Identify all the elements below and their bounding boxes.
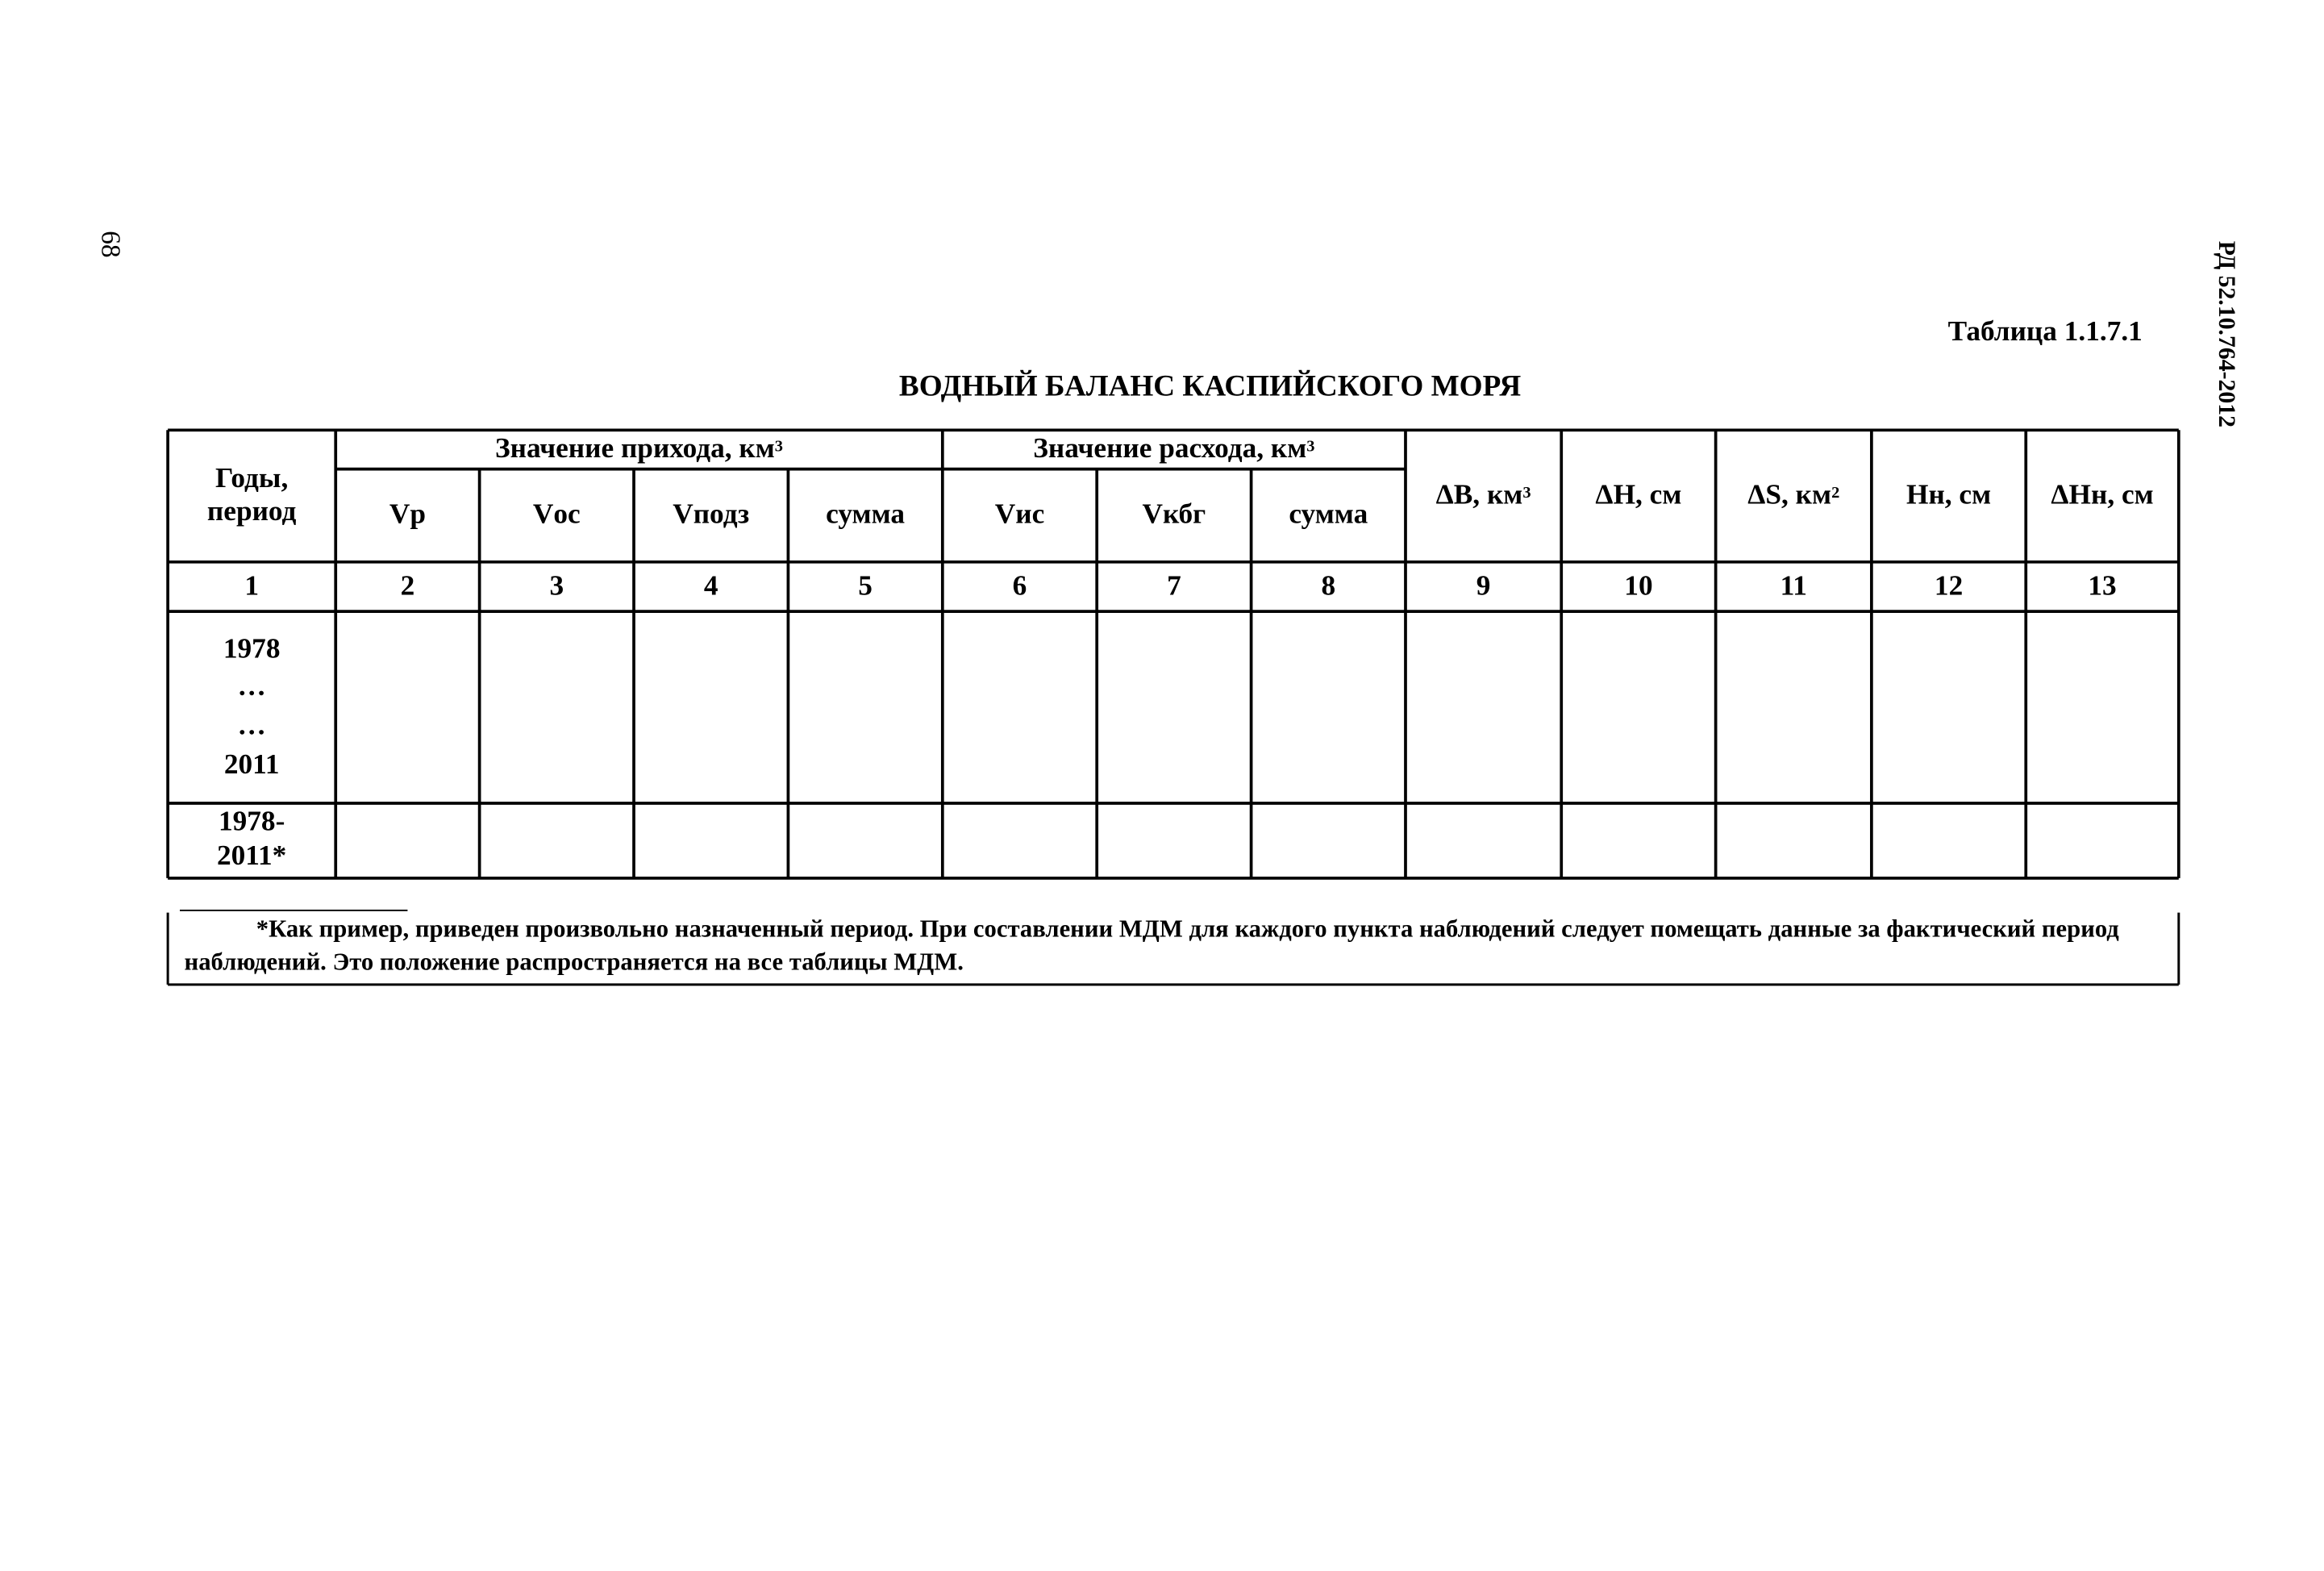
header-delta-s <box>1716 430 1872 562</box>
header-inflow-group <box>335 430 943 469</box>
period-line: … <box>237 710 266 742</box>
header-col-vpodz: Vподз <box>673 498 750 531</box>
period-line: … <box>237 672 266 704</box>
column-number: 3 <box>549 570 564 602</box>
period-line: 1978 <box>223 633 281 665</box>
header-delta-s-label: ΔS, км <box>1747 479 1832 511</box>
header-col-vkbg: Vкбг <box>1142 498 1206 531</box>
column-number: 8 <box>1321 570 1336 602</box>
page-number: 68 <box>95 231 127 258</box>
header-outflow-label: Значение расхода, км <box>1033 433 1307 465</box>
column-number: 1 <box>244 570 260 602</box>
footnote: *Как пример, приведен произвольно назначенный период. При составлении МДМ для каждого пункта наблюдений следует помещать данные за фактический период наблюдений. Это положение распространяется на все таблицы МДМ. <box>184 914 2119 976</box>
column-number: 13 <box>2088 570 2117 602</box>
header-delta-h: ΔH, см <box>1595 479 1682 511</box>
period-line: 2011* <box>217 840 287 873</box>
column-number: 4 <box>703 570 718 602</box>
header-outflow-unit-power: 3 <box>1306 436 1315 456</box>
header-delta-hn: ΔНн, см <box>2051 479 2154 511</box>
header-col-vr: Vр <box>389 498 426 531</box>
footnote-separator <box>180 910 407 911</box>
header-years-period: Годы, период <box>206 463 297 528</box>
column-number: 9 <box>1476 570 1491 602</box>
column-number: 11 <box>1780 570 1807 602</box>
table-number: Таблица 1.1.7.1 <box>1947 316 2143 348</box>
header-inflow-label: Значение прихода, км <box>494 433 775 465</box>
column-number: 2 <box>400 570 415 602</box>
header-hn: Нн, см <box>1905 479 1992 511</box>
document-code: РД 52.10.764-2012 <box>2213 240 2239 427</box>
column-number: 12 <box>1934 570 1964 602</box>
header-delta-b-unit-power: 3 <box>1522 483 1531 502</box>
table-row-period-1 <box>168 611 335 803</box>
header-outflow-group <box>943 430 1406 469</box>
header-delta-b <box>1406 430 1561 562</box>
header-delta-s-unit-power: 2 <box>1831 483 1840 502</box>
table-row-period-2 <box>168 803 335 878</box>
column-number: 7 <box>1167 570 1181 602</box>
header-col-vis: Vис <box>994 498 1045 531</box>
table-title: ВОДНЫЙ БАЛАНС КАСПИЙСКОГО МОРЯ <box>898 369 1522 403</box>
header-delta-b-label: ΔB, км <box>1435 479 1523 511</box>
period-line: 1978- <box>218 806 285 839</box>
column-number: 6 <box>1012 570 1027 602</box>
header-col-inflow-sum: сумма <box>826 498 906 531</box>
column-number: 5 <box>858 570 873 602</box>
period-line: 2011 <box>223 748 280 781</box>
header-inflow-unit-power: 3 <box>774 436 784 456</box>
header-col-outflow-sum: сумма <box>1289 498 1368 531</box>
header-col-vos: Vос <box>532 498 581 531</box>
column-number: 10 <box>1624 570 1653 602</box>
